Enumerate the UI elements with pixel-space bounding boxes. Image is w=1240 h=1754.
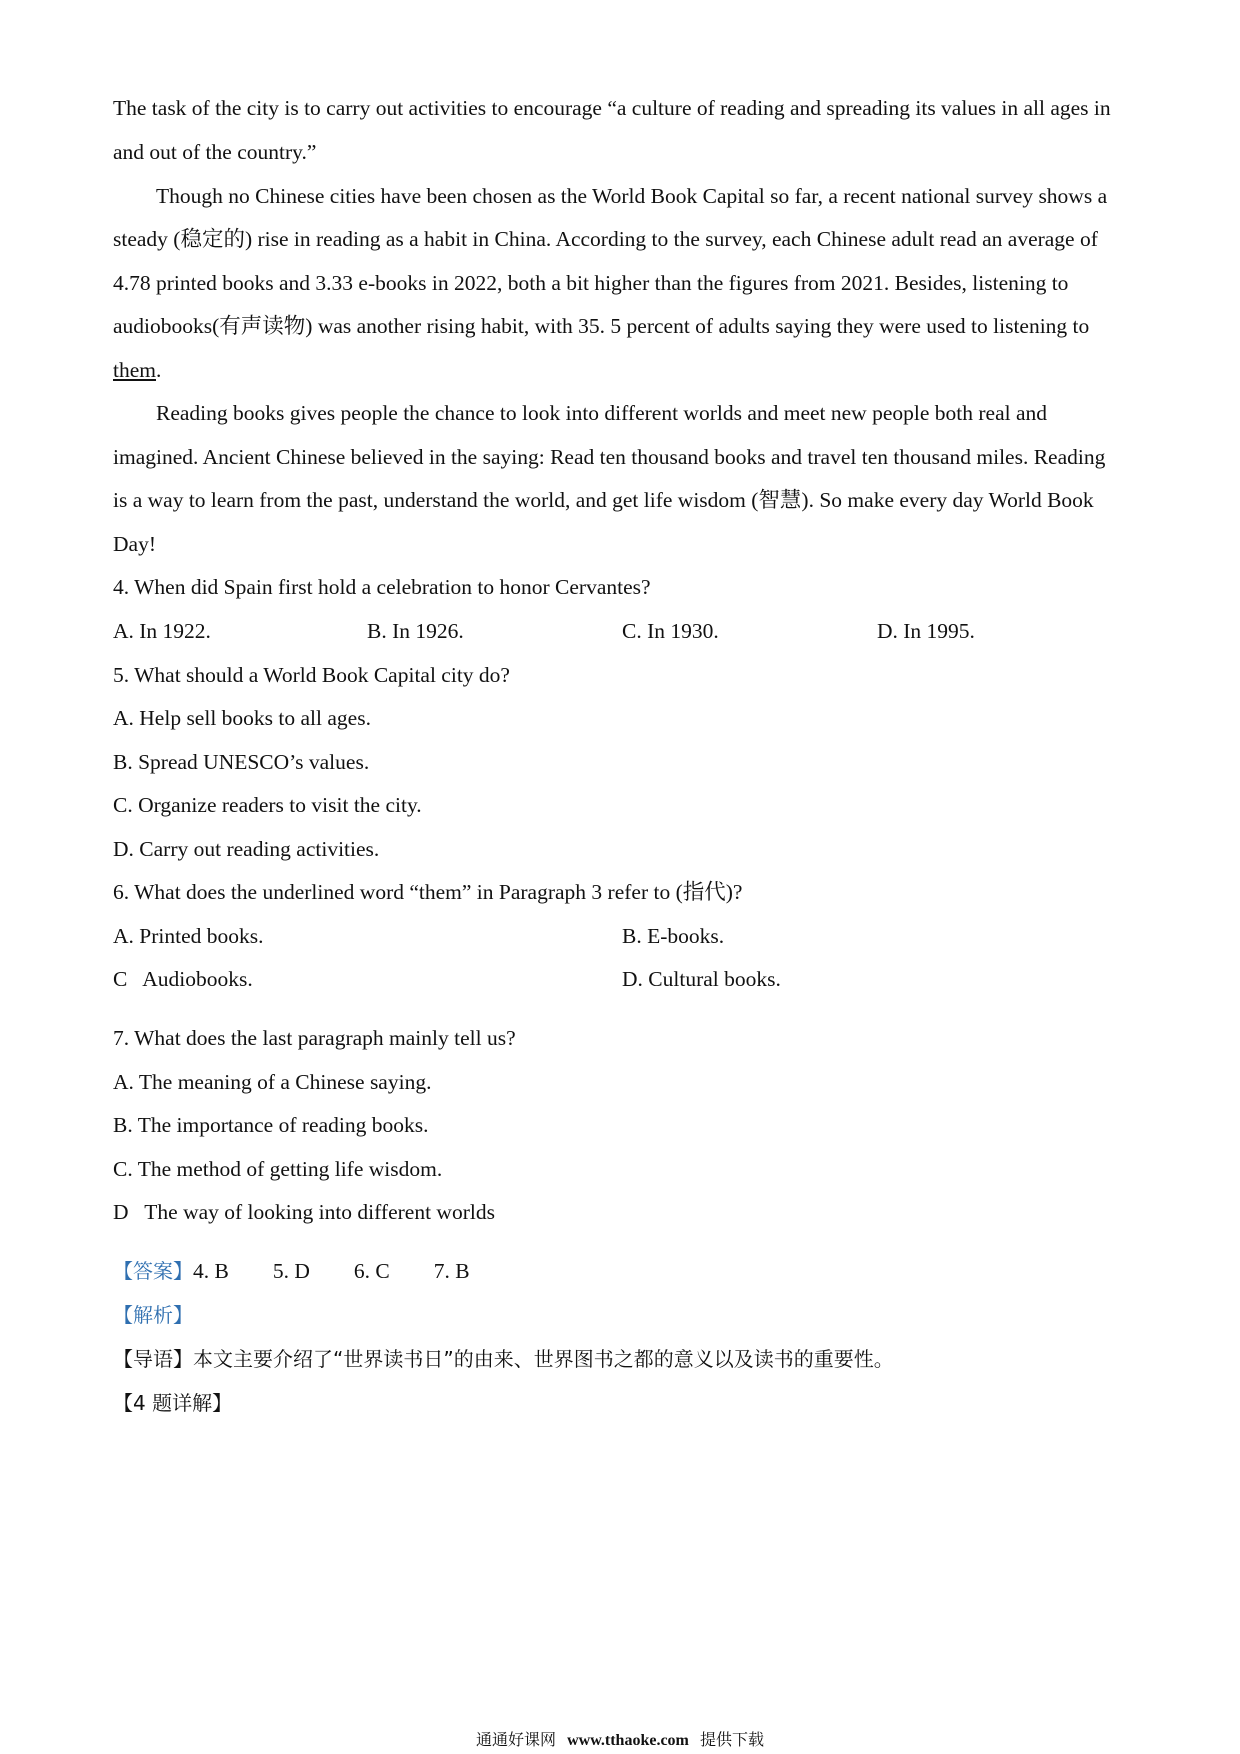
footer-site-name: 通通好课网 [476, 1730, 557, 1749]
option-c: C. The method of getting life wisdom. [113, 1157, 443, 1181]
answer-6: 6. C [353, 1259, 390, 1283]
option-d: D. Cultural books. [622, 967, 781, 991]
passage-line: 4.78 printed books and 3.33 e-books in 2022, both a bit higher than the figures from 2021. Besides, listening to [113, 271, 1069, 295]
detail-heading: 【4 题详解】 [113, 1391, 233, 1415]
footer-url[interactable]: www.tthaoke.com [567, 1732, 689, 1749]
option-d: D. In 1995. [877, 619, 975, 643]
question-stem: 5. What should a World Book Capital city do? [113, 663, 510, 687]
passage-line: and out of the country.” [113, 140, 317, 164]
passage-line: The task of the city is to carry out activities to encourage “a culture of reading and spreading its values in all ages in [113, 96, 1111, 120]
intro-label: 【导语】 [113, 1347, 193, 1371]
option-b: B. The importance of reading books. [113, 1113, 429, 1137]
analysis-label: 【解析】 [113, 1303, 193, 1327]
underlined-word: them [113, 358, 156, 382]
option-b: B. Spread UNESCO’s values. [113, 750, 370, 774]
answer-5: 5. D [272, 1259, 310, 1283]
question-stem: 7. What does the last paragraph mainly tell us? [113, 1026, 516, 1050]
option-a: A. Printed books. [113, 924, 264, 948]
page-footer [0, 1730, 1240, 1751]
option-c: C Audiobooks. [113, 967, 253, 991]
option-a: A. The meaning of a Chinese saying. [113, 1070, 432, 1094]
option-a: A. In 1922. [113, 619, 211, 643]
passage-line: imagined. Ancient Chinese believed in the saying: Read ten thousand books and travel ten thousand miles. Reading [113, 445, 1106, 469]
passage-line: Day! [113, 532, 156, 556]
intro-text: 本文主要介绍了“世界读书日”的由来、世界图书之都的意义以及读书的重要性。 [193, 1347, 894, 1371]
option-c: C. In 1930. [622, 619, 719, 643]
passage-line [113, 356, 1133, 384]
option-a: A. Help sell books to all ages. [113, 706, 371, 730]
intro-line [113, 1345, 1133, 1373]
passage-line: Though no Chinese cities have been chosen as the World Book Capital so far, a recent national survey shows a [156, 184, 1108, 208]
answer-label: 【答案】 [113, 1259, 193, 1283]
option-b: B. E-books. [622, 924, 725, 948]
option-d: D The way of looking into different worlds [113, 1200, 495, 1224]
option-d: D. Carry out reading activities. [113, 837, 380, 861]
analysis-line [113, 1301, 1133, 1329]
footer-download: 提供下载 [699, 1730, 764, 1749]
answer-line [113, 1257, 1133, 1285]
passage-line: audiobooks(有声读物) was another rising habit, with 35. 5 percent of adults saying they were used to listening to [113, 314, 1090, 338]
question-stem: 4. When did Spain first hold a celebration to honor Cervantes? [113, 575, 651, 599]
passage-line: Reading books gives people the chance to look into different worlds and meet new people both real and [156, 401, 1048, 425]
answer-4: 4. B [193, 1259, 229, 1283]
answer-7: 7. B [433, 1259, 470, 1283]
period: . [156, 358, 162, 382]
passage-line: steady (稳定的) rise in reading as a habit in China. According to the survey, each Chinese adult read an average of [113, 227, 1098, 251]
option-c: C. Organize readers to visit the city. [113, 793, 422, 817]
passage-line: is a way to learn from the past, understand the world, and get life wisdom (智慧). So make every day World Book [113, 488, 1094, 512]
question-stem: 6. What does the underlined word “them” in Paragraph 3 refer to (指代)? [113, 880, 743, 904]
option-b: B. In 1926. [367, 619, 464, 643]
